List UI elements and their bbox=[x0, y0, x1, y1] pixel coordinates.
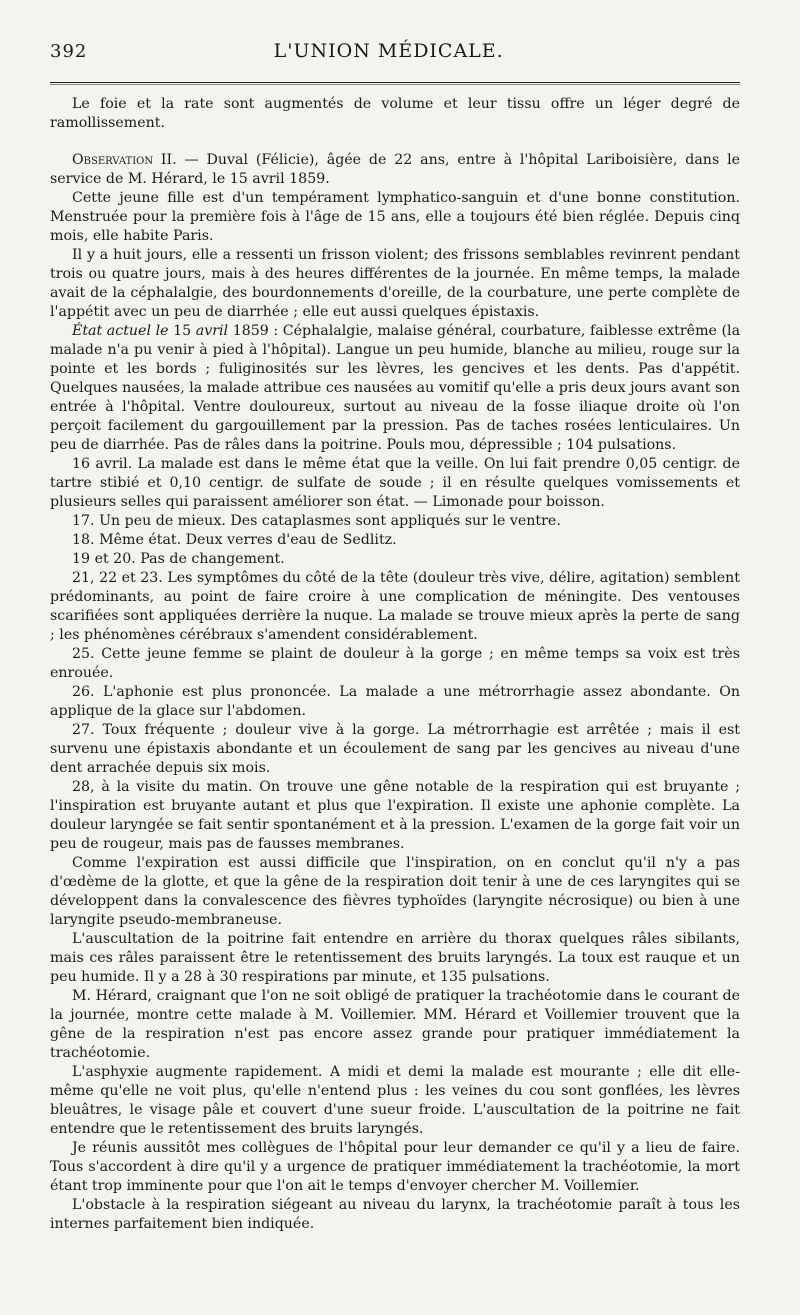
paragraph-collegues: Je réunis aussitôt mes collègues de l'hôpital pour leur demander ce qu'il y a lieu de faire. Tous s'accordent à dire qu'il y a urgence de pratiquer immédiatement la trachéotomie, la mort étant trop imminente pour que l'on ait le temps d'envoyer chercher M. Voillemier. bbox=[50, 1140, 740, 1194]
etat-text: : Céphalalgie, malaise général, courbature, faiblesse extrême (la malade n'a pu venir à pied à l'hôpital). Langue un peu humide, blanche au milieu, rouge sur la pointe et les bords ; fuliginosités sur les lèvres, les gencives et les dents. Pas d'appétit. Quelques nausées, la malade attribue ces nausées au vomitif qu'elle a pris deux jours avant son entrée à l'hôpital. Ventre douloureux, surtout au niveau de la fosse iliaque droite où l'on perçoit facilement du gargouillement par la pression. Pas de taches rosées lenticulaires. Un peu de diarrhée. Pas de râles dans la poitrine. Pouls mou, dépressible ; 104 pulsations. bbox=[50, 323, 741, 453]
paragraph-25: 25. Cette jeune femme se plaint de douleur à la gorge ; en même temps sa voix est très enrouée. bbox=[50, 646, 740, 681]
paragraph-27: 27. Toux fréquente ; douleur vive à la gorge. La métrorrhagie est arrêtée ; mais il est survenu une épistaxis abondante et un écoulement de sang par les gencives au niveau d'une dent arrachée depuis six mois. bbox=[50, 722, 740, 776]
paragraph-16-avril: 16 avril. La malade est dans le même état que la veille. On lui fait prendre 0,05 centigr. de tartre stibié et 0,10 centigr. de sulfate de soude ; il en résulte quelques vomissements et plusieurs selles qui paraissent améliorer son état. — Limonade pour boisson. bbox=[50, 456, 740, 510]
paragraph-constitution: Cette jeune fille est d'un tempérament lymphatico-sanguin et d'une bonne constitution. Menstruée pour la première fois à l'âge de 15 ans, elle a toujours été bien réglée. Depuis cinq mois, elle habite Paris. bbox=[50, 190, 740, 244]
etat-le-label: le bbox=[155, 323, 169, 339]
etat-month: avril bbox=[195, 323, 229, 339]
paragraph-18: 18. Même état. Deux verres d'eau de Sedlitz. bbox=[72, 532, 397, 548]
page-header bbox=[50, 40, 740, 74]
etat-actuel-label: État actuel bbox=[72, 323, 151, 339]
paragraph-21-23: 21, 22 et 23. Les symptômes du côté de la tête (douleur très vive, délire, agitation) semblent prédominants, au point de faire croire à une complication de méningite. Des ventouses scarifiées sont appliquées derrière la nuque. La malade se trouve mieux après la perte de sang ; les phénomènes cérébraux s'amendent considérablement. bbox=[50, 570, 740, 643]
header-rule bbox=[50, 82, 740, 85]
etat-year: 1859 bbox=[232, 323, 269, 339]
paragraph-expiration: Comme l'expiration est aussi difficile que l'inspiration, on en conclut qu'il n'y a pas d'œdème de la glotte, et que la gêne de la respiration doit tenir à une de ces laryngites qui se développent dans la convalescence des fièvres typhoïdes (laryngite nécrosique) ou bien à une laryngite pseudo-membraneuse. bbox=[50, 855, 740, 928]
paragraph-obstacle: L'obstacle à la respiration siégeant au niveau du larynx, la trachéotomie paraît à tous les internes parfaitement bien indiquée. bbox=[50, 1197, 740, 1232]
body-text bbox=[50, 95, 740, 1234]
paragraph-herard: M. Hérard, craignant que l'on ne soit obligé de pratiquer la trachéotomie dans le courant de la journée, montre cette malade à M. Voillemier. MM. Hérard et Voillemier trouvent que la gêne de la respiration n'est pas encore assez grande pour pratiquer immédiatement la trachéotomie. bbox=[50, 988, 740, 1061]
page bbox=[50, 40, 740, 1234]
paragraph-26: 26. L'aphonie est plus prononcée. La malade a une métrorrhagie assez abondante. On applique de la glace sur l'abdomen. bbox=[50, 684, 740, 719]
observation-text: Duval (Félicie), âgée de 22 ans, entre à l'hôpital Lariboisière, dans le service de M. Hérard, le 15 avril 1859. bbox=[50, 152, 741, 187]
running-title: L'UNION MÉDICALE. bbox=[273, 40, 504, 62]
etat-day: 15 bbox=[173, 323, 192, 339]
paragraph-history: Il y a huit jours, elle a ressenti un frisson violent; des frissons semblables revinrent pendant trois ou quatre jours, mais à des heures différentes de la journée. En même temps, la malade avait de la céphalalgie, des bourdonnements d'oreille, de la courbature, une perte complète de l'appétit avec un peu de diarrhée ; elle eut aussi quelques épistaxis. bbox=[50, 247, 740, 320]
paragraph-17: 17. Un peu de mieux. Des cataplasmes sont appliqués sur le ventre. bbox=[72, 513, 561, 529]
paragraph-asphyxie: L'asphyxie augmente rapidement. A midi et demi la malade est mourante ; elle dit elle-même qu'elle ne voit plus, qu'elle n'entend plus : les veines du cou sont gonflées, les lèvres bleuâtres, le visage pâle et couvert d'une sueur froide. L'auscultation de la poitrine ne fait entendre que le retentissement des bruits laryngés. bbox=[50, 1064, 740, 1137]
paragraph-28: 28, à la visite du matin. On trouve une gêne notable de la respiration qui est bruyante ; l'inspiration est bruyante autant et plus que l'expiration. Il existe une aphonie complète. La douleur laryngée se fait sentir spontanément et à la pression. L'examen de la gorge fait voir un peu de rougeur, mais pas de fausses membranes. bbox=[50, 779, 740, 852]
observation-label: Observation II. — bbox=[72, 152, 199, 168]
page-number: 392 bbox=[50, 41, 88, 62]
paragraph-observation bbox=[50, 151, 740, 189]
paragraph-etat-actuel bbox=[50, 322, 740, 455]
paragraph-liver: Le foie et la rate sont augmentés de volume et leur tissu offre un léger degré de ramollissement. bbox=[50, 96, 740, 131]
paragraph-auscultation: L'auscultation de la poitrine fait entendre en arrière du thorax quelques râles sibilants, mais ces râles paraissent être le retentissement des bruits laryngés. La toux est rauque et un peu humide. Il y a 28 à 30 respirations par minute, et 135 pulsations. bbox=[50, 931, 740, 985]
paragraph-19-20: 19 et 20. Pas de changement. bbox=[72, 551, 285, 567]
